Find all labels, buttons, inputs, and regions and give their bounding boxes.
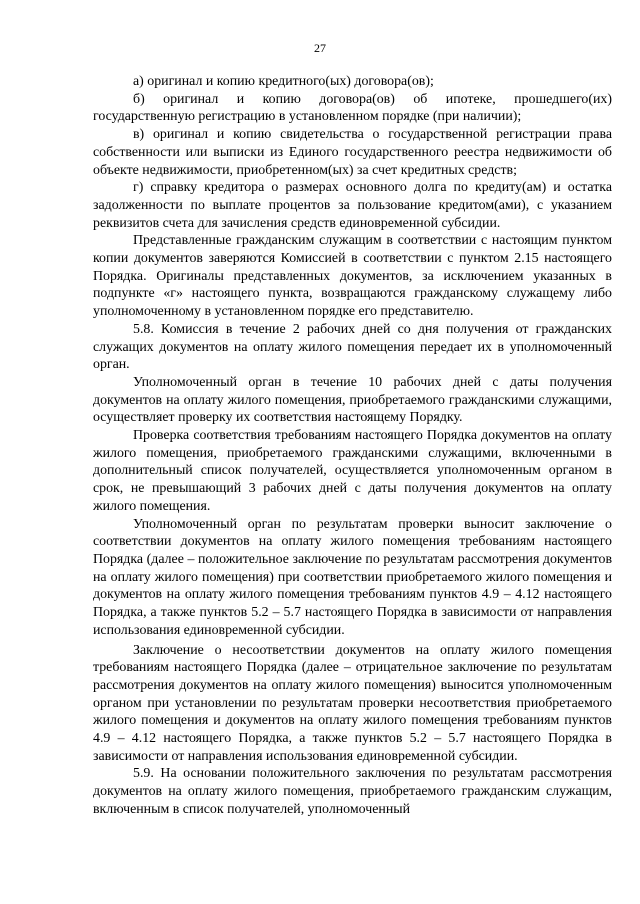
paragraph-subitem-g: г) справку кредитора о размерах основного долга по кредиту(ам) и остатка задолженности по выплате процентов за пользование кредитом(ами), с указанием реквизитов счета для зачисления средств единовременной субсидии. <box>93 180 612 231</box>
paragraph-subitem-a: а) оригинал и копию кредитного(ых) договора(ов); <box>133 74 434 89</box>
page-number: 27 <box>314 41 326 55</box>
paragraph-positive-conclusion: Уполномоченный орган по результатам проверки выносит заключение о соответствии документов на оплату жилого помещения требованиям настоящего Порядка (далее – положительное заключение по результатам рассмотрения документов на оплату жилого помещения) при соответствии приобретаемого жилого помещения и документов на оплату жилого помещения требованиям пунктов 4.9 – 4.12 настоящего Порядка, а также пунктов 5.2 – 5.7 настоящего Порядка в зависимости от направления использования единовременной субсидии. <box>93 516 612 638</box>
paragraph-copies-certification: Представленные гражданским служащим в соответствии с настоящим пунктом копии документов заверяются Комиссией в соответствии с пунктом 2.15 настоящего Порядка. Оригиналы представленных документов, за исключением указанных в подпункте «г» настоящего пункта, возвращаются гражданскому служащему либо уполномоченному в установленном порядке его представителю. <box>93 233 612 320</box>
paragraph-verification-10-days: Уполномоченный орган в течение 10 рабочих дней с даты получения документов на оплату жилого помещения, приобретаемого гражданскими служащими, осуществляет проверку их соответствия настоящему Порядку. <box>93 374 612 426</box>
paragraph-verification-additional-list: Проверка соответствия требованиям настоящего Порядка документов на оплату жилого помещения, приобретаемого гражданскими служащими, включенными в дополнительный список получателей, осуществляется уполномоченным органом в срок, не превышающий 3 рабочих дней с даты получения документов на оплату жилого помещения. <box>93 428 612 514</box>
paragraph-5-9: 5.9. На основании положительного заключения по результатам рассмотрения документов на оплату жилого помещения, приобретаемого гражданским служащим, включенным в список получателей, уполномоченный <box>93 766 612 817</box>
paragraph-subitem-v: в) оригинал и копию свидетельства о государственной регистрации права собственности или выписки из Единого государственного реестра недвижимости об объекте недвижимости, приобретенном(ых) за счет кредитных средств; <box>93 127 612 178</box>
paragraph-5-8: 5.8. Комиссия в течение 2 рабочих дней со дня получения от гражданских служащих документов на оплату жилого помещения передает их в уполномоченный орган. <box>93 321 612 373</box>
document-body <box>93 73 612 819</box>
paragraph-subitem-b: б) оригинал и копию договора(ов) об ипотеке, прошедшего(их) государственную регистрацию в установленном порядке (при наличии); <box>93 91 612 125</box>
paragraph-negative-conclusion: Заключение о несоответствии документов на оплату жилого помещения требованиям настоящего Порядка (далее – отрицательное заключение по результатам рассмотрения документов на оплату жилого помещения) выносится уполномоченным органом при установлении по результатам проверки несоответствия приобретаемого жилого помещения и документов на оплату жилого помещения требованиям пунктов 4.9 – 4.12 настоящего Порядка, а также пунктов 5.2 – 5.7 настоящего Порядка в зависимости от направления использования единовременной субсидии. <box>93 642 612 764</box>
